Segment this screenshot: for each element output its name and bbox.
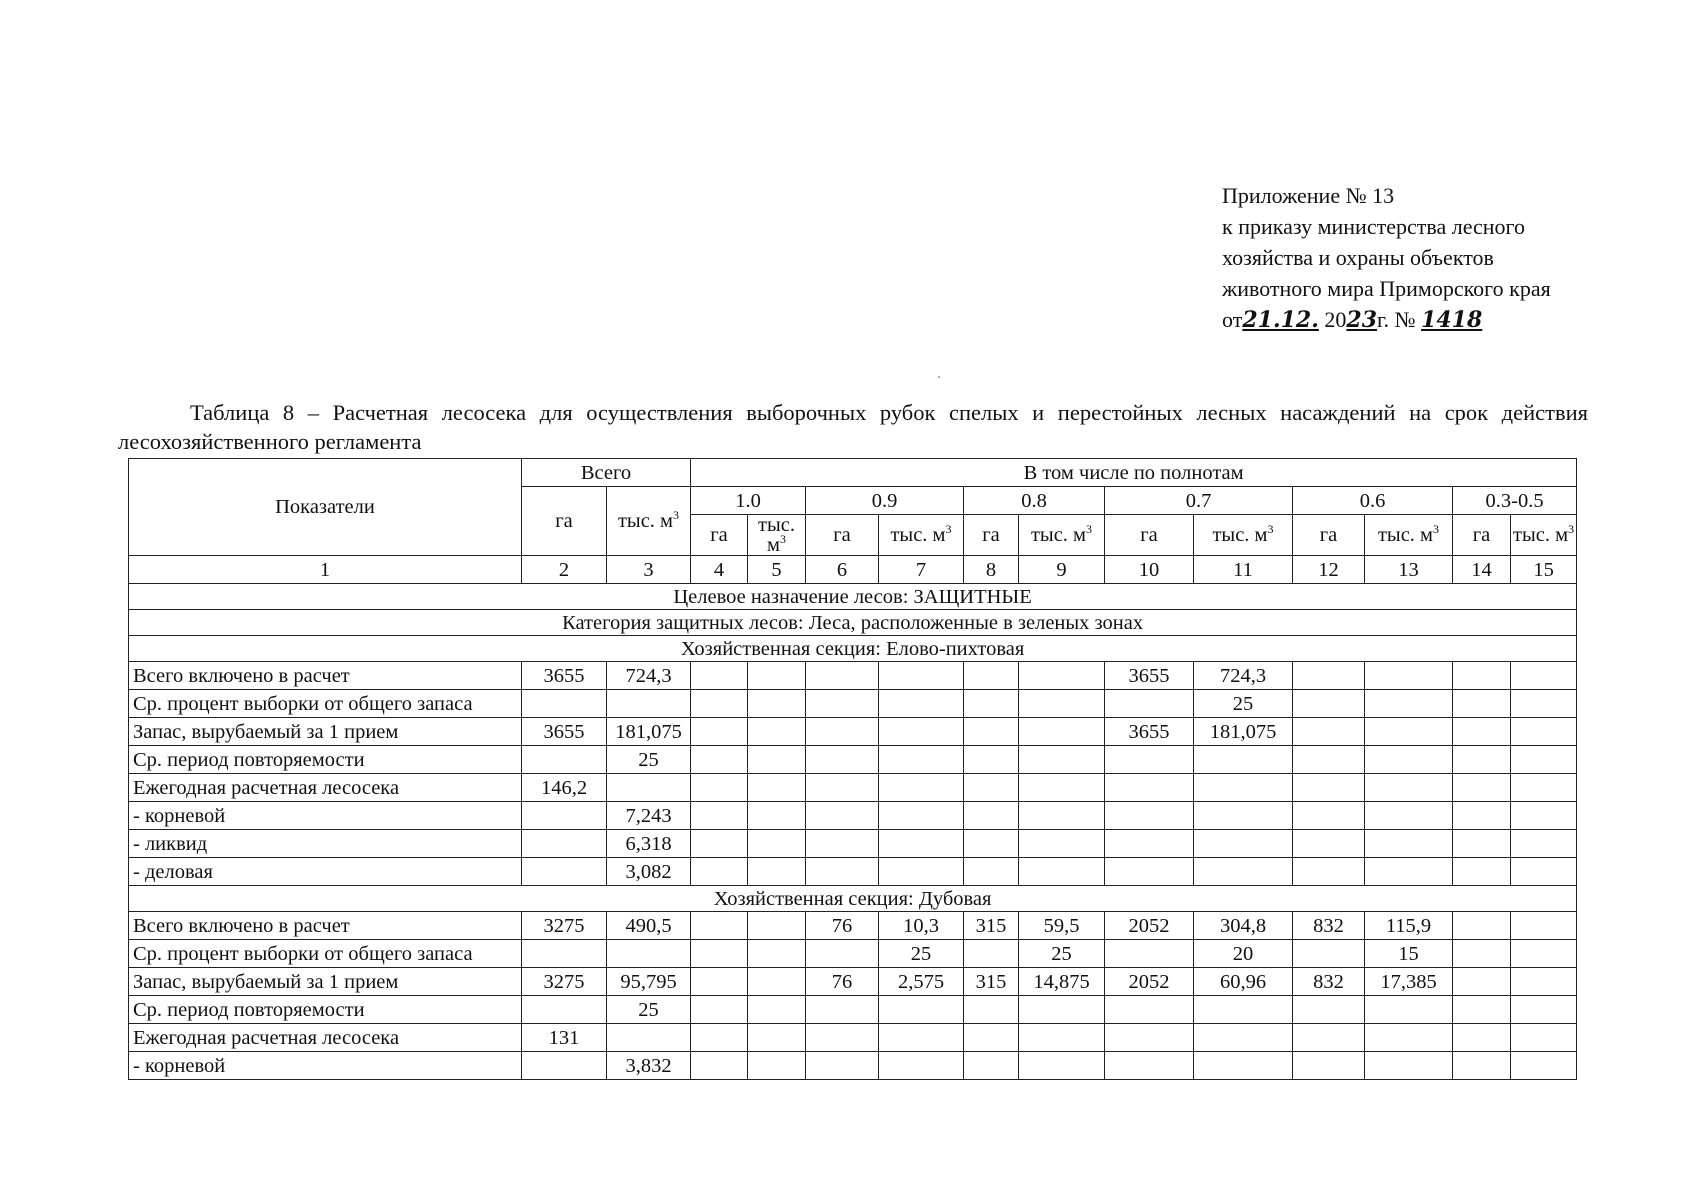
- header-indicators: Показатели: [129, 459, 522, 556]
- table-cell: [879, 996, 964, 1024]
- table-cell: [964, 996, 1019, 1024]
- table-cell: [1293, 830, 1365, 858]
- table-cell: [748, 830, 806, 858]
- row-label: Ср. период повторяемости: [129, 746, 522, 774]
- table-cell: [806, 718, 879, 746]
- column-number: 11: [1194, 556, 1293, 584]
- table-cell: 181,075: [1194, 718, 1293, 746]
- table-row: [129, 968, 1577, 996]
- table-cell: [691, 690, 748, 718]
- table-cell: [1453, 774, 1511, 802]
- table-cell: [1453, 940, 1511, 968]
- table-cell: [1293, 774, 1365, 802]
- table-cell: [1105, 746, 1194, 774]
- table-cell: [691, 912, 748, 940]
- table-cell: [748, 662, 806, 690]
- table-cell: 95,795: [607, 968, 691, 996]
- table-cell: 304,8: [1194, 912, 1293, 940]
- table-cell: [1293, 746, 1365, 774]
- table-cell: [1293, 690, 1365, 718]
- table-cell: [607, 690, 691, 718]
- scan-speck: [938, 376, 940, 378]
- table-cell: 115,9: [1365, 912, 1453, 940]
- table-cell: [691, 718, 748, 746]
- appendix-block: [1222, 180, 1652, 336]
- table-cell: [1105, 802, 1194, 830]
- row-label: Ср. период повторяемости: [129, 996, 522, 1024]
- table-cell: [522, 802, 607, 830]
- table-cell: [1293, 996, 1365, 1024]
- table-cell: [1453, 662, 1511, 690]
- table-cell: 724,3: [1194, 662, 1293, 690]
- table-cell: [806, 746, 879, 774]
- table-cell: [748, 746, 806, 774]
- table-cell: [1019, 830, 1105, 858]
- table-cell: [806, 940, 879, 968]
- header-unit-ha: га: [806, 515, 879, 556]
- table-cell: 2052: [1105, 912, 1194, 940]
- number-prefix: г. №: [1377, 307, 1416, 332]
- table-cell: [964, 662, 1019, 690]
- table-cell: 832: [1293, 912, 1365, 940]
- table-cell: [748, 774, 806, 802]
- table-cell: [806, 830, 879, 858]
- row-label: Запас, вырубаемый за 1 прием: [129, 718, 522, 746]
- header-density: 0.6: [1293, 487, 1453, 515]
- table-cell: [1365, 774, 1453, 802]
- table-row: [129, 996, 1577, 1024]
- table-cell: [1019, 662, 1105, 690]
- table-cell: [1511, 718, 1577, 746]
- column-number: 15: [1511, 556, 1577, 584]
- table-cell: [1453, 718, 1511, 746]
- table-cell: [691, 774, 748, 802]
- table-cell: [1511, 774, 1577, 802]
- table-cell: 17,385: [1365, 968, 1453, 996]
- table-cell: [1365, 1024, 1453, 1052]
- column-number: 14: [1453, 556, 1511, 584]
- table-cell: [1194, 1052, 1293, 1080]
- table-cell: [522, 1052, 607, 1080]
- table-cell: [879, 690, 964, 718]
- table-cell: 20: [1194, 940, 1293, 968]
- category-row: [129, 610, 1577, 636]
- table-cell: [1365, 718, 1453, 746]
- table-cell: 131: [522, 1024, 607, 1052]
- table-cell: [1365, 802, 1453, 830]
- table-cell: [1019, 802, 1105, 830]
- table-cell: [1105, 858, 1194, 886]
- table-cell: [806, 690, 879, 718]
- table-cell: [1293, 662, 1365, 690]
- header-unit-volume: тыс. $м^3$: [1365, 515, 1453, 556]
- table-cell: 25: [607, 996, 691, 1024]
- table-cell: [1453, 968, 1511, 996]
- table-cell: [806, 774, 879, 802]
- row-label: Ср. процент выборки от общего запаса: [129, 940, 522, 968]
- table-cell: [748, 996, 806, 1024]
- table-cell: [1511, 968, 1577, 996]
- table-cell: [964, 690, 1019, 718]
- table-cell: [1105, 996, 1194, 1024]
- header-unit-ha: га: [1293, 515, 1365, 556]
- table-cell: [1453, 690, 1511, 718]
- table-cell: [522, 940, 607, 968]
- table-cell: [964, 802, 1019, 830]
- header-total-ha: га: [522, 487, 607, 556]
- table-cell: 315: [964, 968, 1019, 996]
- table-cell: [806, 1024, 879, 1052]
- column-number: 10: [1105, 556, 1194, 584]
- table-cell: [1194, 996, 1293, 1024]
- table-cell: [1019, 746, 1105, 774]
- table-cell: [1194, 774, 1293, 802]
- column-number: 8: [964, 556, 1019, 584]
- section-title: Хозяйственная секция: Дубовая: [129, 886, 1577, 912]
- purpose-title: Целевое назначение лесов: ЗАЩИТНЫЕ: [129, 584, 1577, 610]
- table-cell: [964, 1052, 1019, 1080]
- table-cell: [1453, 802, 1511, 830]
- table-cell: [691, 996, 748, 1024]
- table-cell: [748, 1024, 806, 1052]
- table-cell: [748, 690, 806, 718]
- table-cell: [879, 858, 964, 886]
- table-cell: [1293, 802, 1365, 830]
- table-row: [129, 746, 1577, 774]
- table-cell: 76: [806, 912, 879, 940]
- header-unit-ha: га: [964, 515, 1019, 556]
- table-cell: [748, 912, 806, 940]
- table-cell: [1293, 1024, 1365, 1052]
- table-cell: [607, 940, 691, 968]
- table-cell: 2052: [1105, 968, 1194, 996]
- table-cell: [1293, 718, 1365, 746]
- table-row: [129, 940, 1577, 968]
- table-cell: [1511, 746, 1577, 774]
- table-cell: [1453, 1024, 1511, 1052]
- table-cell: [522, 830, 607, 858]
- table-cell: [691, 1052, 748, 1080]
- column-number: 1: [129, 556, 522, 584]
- section-row: [129, 886, 1577, 912]
- year-prefix: 20: [1324, 307, 1347, 332]
- column-number: 12: [1293, 556, 1365, 584]
- table-row: [129, 802, 1577, 830]
- table-cell: [1194, 746, 1293, 774]
- header-density: 0.8: [964, 487, 1105, 515]
- table-row: [129, 774, 1577, 802]
- header-density: 1.0: [691, 487, 806, 515]
- table-cell: [1453, 912, 1511, 940]
- table-cell: 3275: [522, 912, 607, 940]
- table-cell: [806, 996, 879, 1024]
- row-label: Всего включено в расчет: [129, 662, 522, 690]
- appendix-line: хозяйства и охраны объектов: [1222, 245, 1494, 270]
- category-title: Категория защитных лесов: Леса, расположенные в зеленых зонах: [129, 610, 1577, 636]
- header-unit-volume: тыс. $м^3$: [879, 515, 964, 556]
- table-cell: [691, 830, 748, 858]
- table-cell: [1453, 858, 1511, 886]
- table-row: [129, 1024, 1577, 1052]
- table-cell: [522, 858, 607, 886]
- table-cell: [691, 858, 748, 886]
- table-cell: 490,5: [607, 912, 691, 940]
- header-density: 0.7: [1105, 487, 1293, 515]
- row-label: - деловая: [129, 858, 522, 886]
- header-unit-ha: га: [1105, 515, 1194, 556]
- table-cell: [607, 1024, 691, 1052]
- column-number: 7: [879, 556, 964, 584]
- table-row: [129, 662, 1577, 690]
- table-cell: [1365, 996, 1453, 1024]
- table-cell: [1511, 802, 1577, 830]
- table-cell: [1511, 662, 1577, 690]
- table-cell: [1019, 690, 1105, 718]
- table-cell: 25: [1194, 690, 1293, 718]
- table-cell: 25: [879, 940, 964, 968]
- table-cell: [964, 940, 1019, 968]
- table-cell: [1511, 912, 1577, 940]
- table-cell: [879, 746, 964, 774]
- table-cell: [1453, 830, 1511, 858]
- table-cell: [522, 996, 607, 1024]
- table-row: [129, 690, 1577, 718]
- table-cell: 315: [964, 912, 1019, 940]
- row-label: - корневой: [129, 1052, 522, 1080]
- table-cell: [1019, 858, 1105, 886]
- table-cell: [1511, 858, 1577, 886]
- appendix-date-line: [1222, 304, 1652, 336]
- table-cell: 3655: [522, 718, 607, 746]
- table-cell: [691, 746, 748, 774]
- column-number-row: [129, 556, 1577, 584]
- table-cell: 25: [1019, 940, 1105, 968]
- table-cell: [879, 802, 964, 830]
- row-label: Запас, вырубаемый за 1 прием: [129, 968, 522, 996]
- table-cell: [1194, 830, 1293, 858]
- header-unit-volume: тыс. $м^3$: [1511, 515, 1577, 556]
- table-cell: 3,082: [607, 858, 691, 886]
- table-cell: 60,96: [1194, 968, 1293, 996]
- table-row: [129, 718, 1577, 746]
- table-cell: [748, 802, 806, 830]
- date-prefix: от: [1222, 307, 1243, 332]
- table-cell: 724,3: [607, 662, 691, 690]
- table-cell: [748, 940, 806, 968]
- header-total-volume: тыс. $м^3$: [607, 487, 691, 556]
- table-cell: [806, 1052, 879, 1080]
- table-cell: [1365, 746, 1453, 774]
- table-cell: [1453, 996, 1511, 1024]
- header-row: [129, 459, 1577, 487]
- table-row: [129, 1052, 1577, 1080]
- row-label: Ср. процент выборки от общего запаса: [129, 690, 522, 718]
- table-row: [129, 830, 1577, 858]
- handwritten-year: 23: [1346, 307, 1378, 333]
- table-cell: 3,832: [607, 1052, 691, 1080]
- table-row: [129, 912, 1577, 940]
- column-number: 9: [1019, 556, 1105, 584]
- table-cell: [964, 746, 1019, 774]
- table-cell: [1453, 1052, 1511, 1080]
- table-cell: [1019, 718, 1105, 746]
- column-number: 13: [1365, 556, 1453, 584]
- section-title: Хозяйственная секция: Елово-пихтовая: [129, 636, 1577, 662]
- table-cell: [1293, 940, 1365, 968]
- table-cell: [1105, 1052, 1194, 1080]
- table-cell: [879, 1052, 964, 1080]
- table-cell: 14,875: [1019, 968, 1105, 996]
- table-cell: [806, 802, 879, 830]
- table-cell: [1511, 1024, 1577, 1052]
- table-cell: [1511, 1052, 1577, 1080]
- table-cell: [748, 718, 806, 746]
- allowable-cut-table: [128, 458, 1577, 1080]
- table-cell: 832: [1293, 968, 1365, 996]
- header-density: 0.9: [806, 487, 964, 515]
- table-cell: [1511, 690, 1577, 718]
- table-cell: 2,575: [879, 968, 964, 996]
- table-cell: 6,318: [607, 830, 691, 858]
- appendix-line: животного мира Приморского края: [1222, 276, 1551, 301]
- column-number: 6: [806, 556, 879, 584]
- appendix-line: к приказу министерства лесного: [1222, 214, 1526, 239]
- table-cell: [1105, 830, 1194, 858]
- table-cell: [1019, 996, 1105, 1024]
- table-cell: [879, 830, 964, 858]
- table-cell: [1453, 746, 1511, 774]
- table-cell: [1105, 940, 1194, 968]
- handwritten-date: 21.12.: [1242, 307, 1319, 333]
- table-cell: [964, 718, 1019, 746]
- appendix-title: Приложение № 13: [1222, 183, 1395, 208]
- section-row: [129, 636, 1577, 662]
- header-total: Всего: [522, 459, 691, 487]
- table-cell: 59,5: [1019, 912, 1105, 940]
- table-cell: 76: [806, 968, 879, 996]
- table-cell: [964, 858, 1019, 886]
- table-cell: [1365, 1052, 1453, 1080]
- table-cell: [806, 662, 879, 690]
- row-label: Ежегодная расчетная лесосека: [129, 1024, 522, 1052]
- table-cell: [607, 774, 691, 802]
- table-cell: [691, 940, 748, 968]
- table-cell: [748, 968, 806, 996]
- table-cell: [1293, 858, 1365, 886]
- table-cell: 3655: [522, 662, 607, 690]
- row-label: Ежегодная расчетная лесосека: [129, 774, 522, 802]
- table-cell: 15: [1365, 940, 1453, 968]
- table-cell: 3275: [522, 968, 607, 996]
- table-cell: [964, 830, 1019, 858]
- table-cell: [1365, 830, 1453, 858]
- table-cell: [879, 662, 964, 690]
- row-label: - ликвид: [129, 830, 522, 858]
- handwritten-order-number: 1418: [1421, 307, 1483, 333]
- table-cell: [1511, 996, 1577, 1024]
- header-unit-ha: га: [1453, 515, 1511, 556]
- table-cell: [806, 858, 879, 886]
- table-cell: 25: [607, 746, 691, 774]
- table-cell: [1194, 858, 1293, 886]
- table-cell: 3655: [1105, 718, 1194, 746]
- table-cell: [1194, 802, 1293, 830]
- table-cell: [1293, 1052, 1365, 1080]
- table-cell: [691, 802, 748, 830]
- table-caption: Таблица 8 – Расчетная лесосека для осуществления выборочных рубок спелых и перестойных лесных насаждений на срок действия лесохозяйственного регламента: [118, 400, 1588, 454]
- row-label: Всего включено в расчет: [129, 912, 522, 940]
- header-including: В том числе по полнотам: [691, 459, 1577, 487]
- table-cell: [748, 858, 806, 886]
- table-cell: 3655: [1105, 662, 1194, 690]
- table-cell: [1105, 1024, 1194, 1052]
- table-cell: [522, 690, 607, 718]
- table-cell: [964, 774, 1019, 802]
- table-cell: 10,3: [879, 912, 964, 940]
- table-cell: 7,243: [607, 802, 691, 830]
- table-cell: [691, 1024, 748, 1052]
- header-unit-volume: тыс. $м^3$: [1019, 515, 1105, 556]
- table-cell: [964, 1024, 1019, 1052]
- table-cell: [522, 746, 607, 774]
- table-cell: [1365, 662, 1453, 690]
- table-cell: [748, 1052, 806, 1080]
- table-cell: [1019, 1052, 1105, 1080]
- column-number: 4: [691, 556, 748, 584]
- header-unit-volume: тыс. $м^3$: [1194, 515, 1293, 556]
- table-cell: [1365, 690, 1453, 718]
- column-number: 3: [607, 556, 691, 584]
- table-cell: [691, 968, 748, 996]
- header-unit-ha: га: [691, 515, 748, 556]
- table-cell: [1511, 940, 1577, 968]
- table-cell: [1019, 1024, 1105, 1052]
- table-cell: [1365, 858, 1453, 886]
- row-label: - корневой: [129, 802, 522, 830]
- table-cell: [879, 1024, 964, 1052]
- table-cell: [1105, 774, 1194, 802]
- table-cell: [1019, 774, 1105, 802]
- table-cell: [1511, 830, 1577, 858]
- table-cell: [691, 662, 748, 690]
- header-unit-volume: тыс. $м^3$: [748, 515, 806, 556]
- table-cell: [879, 774, 964, 802]
- table-cell: [1194, 1024, 1293, 1052]
- table-cell: 181,075: [607, 718, 691, 746]
- table-cell: [1105, 690, 1194, 718]
- column-number: 2: [522, 556, 607, 584]
- table-cell: [879, 718, 964, 746]
- table-row: [129, 858, 1577, 886]
- purpose-row: [129, 584, 1577, 610]
- table-cell: 146,2: [522, 774, 607, 802]
- column-number: 5: [748, 556, 806, 584]
- header-density: 0.3-0.5: [1453, 487, 1577, 515]
